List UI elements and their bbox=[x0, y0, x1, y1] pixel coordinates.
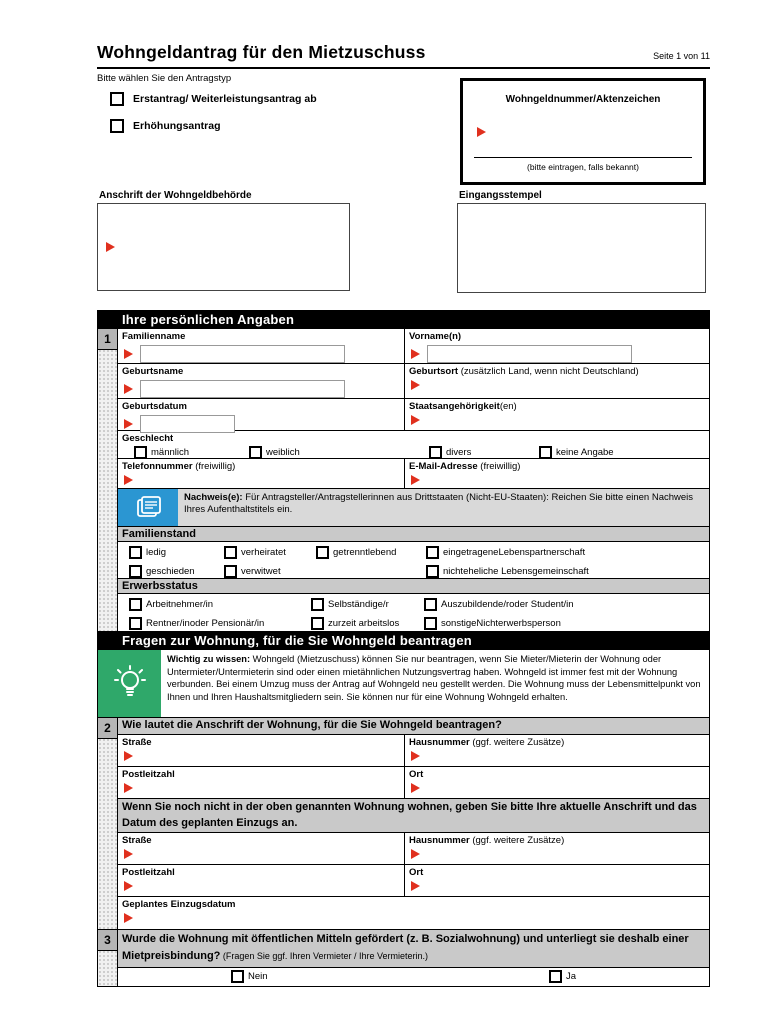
geburtsdatum-cell bbox=[118, 399, 405, 430]
section1-bar: Ihre persönlichen Angaben bbox=[98, 310, 709, 329]
option-erstantrag bbox=[110, 92, 317, 106]
option-selbstaendig bbox=[311, 598, 389, 611]
wohngeldnummer-input-line[interactable] bbox=[474, 157, 692, 158]
section1-number: 1 bbox=[98, 329, 117, 350]
page-title: Wohngeldantrag für den Mietzuschuss bbox=[97, 42, 426, 62]
geschlecht-option-divers bbox=[429, 446, 471, 459]
erwerbsstatus-header: Erwerbsstatus bbox=[118, 579, 709, 594]
section3-question bbox=[118, 930, 709, 968]
field-marker-icon bbox=[411, 349, 420, 359]
nein-checkbox[interactable] bbox=[231, 970, 244, 983]
geschlecht-option-maennlich bbox=[134, 446, 189, 459]
section1 bbox=[98, 329, 709, 631]
staatsangehoerigkeit-cell bbox=[405, 399, 709, 430]
field-marker-icon bbox=[106, 242, 115, 252]
section3 bbox=[98, 929, 709, 986]
field-marker-icon bbox=[411, 751, 420, 761]
field-marker-icon bbox=[124, 913, 133, 923]
hausnummer2-label: Hausnummer bbox=[409, 835, 470, 846]
weiblich-checkbox[interactable] bbox=[249, 446, 262, 459]
selbstaendig-label: Selbständige/r bbox=[328, 599, 389, 610]
keine-angabe-label: keine Angabe bbox=[556, 447, 614, 458]
getrenntlebend-checkbox[interactable] bbox=[316, 546, 329, 559]
field-marker-icon bbox=[124, 751, 133, 761]
weiblich-label: weiblich bbox=[266, 447, 300, 458]
ja-checkbox[interactable] bbox=[549, 970, 562, 983]
form-table bbox=[97, 310, 710, 987]
nichteheliche-label: nichteheliche Lebensgemeinschaft bbox=[443, 566, 589, 577]
option-verwitwet bbox=[224, 565, 281, 578]
geburtsname-label: Geburtsname bbox=[122, 366, 184, 377]
strasse2-cell bbox=[118, 833, 405, 864]
section3-question-text: Wurde die Wohnung mit öffentlichen Mitteln gefördert (z. B. Sozialwohnung) und unterliegt sie deshalb einer Mietpreisbindung? bbox=[122, 933, 689, 962]
field-marker-icon bbox=[124, 419, 133, 429]
vorname-cell bbox=[405, 329, 709, 363]
nachweis-label: Nachweis(e): bbox=[184, 492, 243, 503]
option-erhoehungsantrag bbox=[110, 119, 317, 133]
field-marker-icon bbox=[124, 783, 133, 793]
maennlich-label: männlich bbox=[151, 447, 190, 458]
verwitwet-label: verwitwet bbox=[241, 566, 281, 577]
lebenspartnerschaft-label: eingetrageneLebenspartnerschaft bbox=[443, 547, 586, 558]
divers-label: divers bbox=[446, 447, 472, 458]
plz-label: Postleitzahl bbox=[122, 769, 175, 780]
wichtig-label: Wichtig zu wissen: bbox=[167, 654, 251, 664]
antragstyp-caption: Bitte wählen Sie den Antragstyp bbox=[97, 73, 232, 84]
ledig-label: ledig bbox=[146, 547, 167, 558]
ort-label: Ort bbox=[409, 769, 424, 780]
auszubildende-checkbox[interactable] bbox=[424, 598, 437, 611]
geburtsort-label: Geburtsort bbox=[409, 366, 459, 377]
field-marker-icon bbox=[124, 881, 133, 891]
field-marker-icon bbox=[411, 415, 420, 425]
nein-label: Nein bbox=[248, 971, 268, 982]
geburtsdatum-label: Geburtsdatum bbox=[122, 401, 187, 412]
familienstand-header: Familienstand bbox=[118, 527, 709, 542]
option-nein bbox=[231, 970, 268, 983]
arbeitslos-checkbox[interactable] bbox=[311, 617, 324, 630]
section2-subheader: Wenn Sie noch nicht in der oben genannten Wohnung wohnen, geben Sie bitte Ihre aktuelle Anschrift und das Datum des geplanten Einzugs an. bbox=[118, 799, 709, 833]
ort2-cell bbox=[405, 865, 709, 896]
hausnummer2-hint: (ggf. weitere Zusätze) bbox=[469, 835, 565, 846]
option-verheiratet bbox=[224, 546, 286, 559]
rentner-checkbox[interactable] bbox=[129, 617, 142, 630]
field-marker-icon bbox=[124, 384, 133, 394]
telefon-hint: (freiwillig) bbox=[192, 461, 236, 472]
lightbulb-icon bbox=[98, 650, 161, 717]
geschieden-checkbox[interactable] bbox=[129, 565, 142, 578]
ledig-checkbox[interactable] bbox=[129, 546, 142, 559]
getrenntlebend-label: getrenntlebend bbox=[333, 547, 397, 558]
plz2-label: Postleitzahl bbox=[122, 867, 175, 878]
erstantrag-label: Erstantrag/ Weiterleistungsantrag ab bbox=[133, 93, 317, 105]
documents-icon bbox=[118, 489, 178, 526]
geburtsort-hint: (zusätzlich Land, wenn nicht Deutschland) bbox=[458, 366, 639, 377]
field-marker-icon bbox=[411, 380, 420, 390]
option-nichterwerbsperson bbox=[424, 617, 561, 630]
plz2-cell bbox=[118, 865, 405, 896]
section2-number: 2 bbox=[98, 718, 117, 739]
wichtig-note bbox=[98, 650, 709, 718]
verheiratet-checkbox[interactable] bbox=[224, 546, 237, 559]
section2 bbox=[98, 718, 709, 929]
einzugsdatum-label: Geplantes Einzugsdatum bbox=[122, 899, 236, 910]
option-ja bbox=[549, 970, 576, 983]
hausnummer-cell bbox=[405, 735, 709, 766]
vorname-label: Vorname(n) bbox=[409, 331, 462, 342]
plz-cell bbox=[118, 767, 405, 798]
telefon-cell bbox=[118, 459, 405, 488]
field-marker-icon bbox=[411, 475, 420, 485]
geburtsname-input[interactable] bbox=[140, 380, 345, 398]
geschlecht-option-weiblich bbox=[249, 446, 300, 459]
geschieden-label: geschieden bbox=[146, 566, 195, 577]
section2-number-column bbox=[98, 718, 118, 929]
einzugsdatum-cell bbox=[118, 897, 709, 929]
staatsangehoerigkeit-label: Staatsangehörigkeit bbox=[409, 401, 500, 412]
section1-number-column bbox=[98, 329, 118, 631]
wohngeldnummer-title: Wohngeldnummer/Aktenzeichen bbox=[505, 94, 661, 105]
familienname-label: Familienname bbox=[122, 331, 186, 342]
field-marker-icon bbox=[477, 127, 486, 137]
arbeitnehmer-label: Arbeitnehmer/in bbox=[146, 599, 214, 610]
email-label: E-Mail-Adresse bbox=[409, 461, 478, 472]
antragstyp-group bbox=[110, 92, 317, 146]
geburtsname-cell bbox=[118, 364, 405, 398]
erwerbsstatus-options bbox=[118, 594, 709, 631]
section2-question: Wie lautet die Anschrift der Wohnung, für die Sie Wohngeld beantragen? bbox=[118, 718, 709, 735]
behoerde-label: Anschrift der Wohngeldbehörde bbox=[99, 190, 252, 201]
nichteheliche-checkbox[interactable] bbox=[426, 565, 439, 578]
nichterwerbsperson-label: sonstigeNichterwerbsperson bbox=[441, 618, 561, 629]
option-auszubildende bbox=[424, 598, 574, 611]
staatsangehoerigkeit-hint: (en) bbox=[499, 401, 517, 412]
auszubildende-label: Auszubildende/roder Student/in bbox=[441, 599, 574, 610]
nichterwerbsperson-checkbox[interactable] bbox=[424, 617, 437, 630]
section3-question-hint: (Fragen Sie ggf. Ihren Vermieter / Ihre Vermieterin.) bbox=[220, 950, 428, 961]
nachweis-note bbox=[118, 489, 709, 527]
behoerde-input-box[interactable] bbox=[97, 203, 350, 291]
wichtig-text: Wohngeld (Mietzuschuss) können Sie nur beantragen, wenn Sie Mieter/Mieterin der Wohnung oder Untermieter/Untermieterin sind oder einen mietähnlichen Nutzungsvertrag haben. Wohngeld ist immer fest mit der Wohnung verbunden. Bei einem Umzug muss der Antrag auf Wohngeld neu gestellt werden. Die Wohnung muss der Lebensmittelpunkt von Ihnen und Ihren Haushaltsmitgliedern sein. Sie können nur für eine Wohnung Wohngeld erhalten. bbox=[167, 654, 701, 702]
arbeitnehmer-checkbox[interactable] bbox=[129, 598, 142, 611]
arbeitslos-label: zurzeit arbeitslos bbox=[328, 618, 400, 629]
page-indicator: Seite 1 von 11 bbox=[653, 51, 710, 61]
familienstand-options bbox=[118, 542, 709, 578]
field-marker-icon bbox=[124, 849, 133, 859]
email-cell bbox=[405, 459, 709, 488]
field-marker-icon bbox=[411, 881, 420, 891]
option-arbeitslos bbox=[311, 617, 399, 630]
geschlecht-cell bbox=[118, 431, 709, 458]
erhoehungsantrag-checkbox[interactable] bbox=[110, 119, 124, 133]
eingangsstempel-label: Eingangsstempel bbox=[459, 190, 542, 201]
option-ledig bbox=[129, 546, 166, 559]
option-arbeitnehmer bbox=[129, 598, 213, 611]
eingangsstempel-box bbox=[457, 203, 706, 293]
maennlich-checkbox[interactable] bbox=[134, 446, 147, 459]
erstantrag-checkbox[interactable] bbox=[110, 92, 124, 106]
ja-label: Ja bbox=[566, 971, 577, 982]
hausnummer-hint: (ggf. weitere Zusätze) bbox=[469, 737, 565, 748]
option-nichteheliche bbox=[426, 565, 589, 578]
telefon-label: Telefonnummer bbox=[122, 461, 193, 472]
field-marker-icon bbox=[411, 849, 420, 859]
field-marker-icon bbox=[411, 783, 420, 793]
selbstaendig-checkbox[interactable] bbox=[311, 598, 324, 611]
familienname-cell bbox=[118, 329, 405, 363]
hausnummer2-cell bbox=[405, 833, 709, 864]
option-geschieden bbox=[129, 565, 195, 578]
option-getrenntlebend bbox=[316, 546, 396, 559]
hausnummer-label: Hausnummer bbox=[409, 737, 470, 748]
strasse-label: Straße bbox=[122, 737, 152, 748]
section2-bar: Fragen zur Wohnung, für die Sie Wohngeld beantragen bbox=[98, 631, 709, 650]
lebenspartnerschaft-checkbox[interactable] bbox=[426, 546, 439, 559]
familienname-input[interactable] bbox=[140, 345, 345, 363]
section3-options bbox=[118, 968, 709, 986]
geburtsort-cell bbox=[405, 364, 709, 398]
verheiratet-label: verheiratet bbox=[241, 547, 286, 558]
geschlecht-option-keine-angabe bbox=[539, 446, 614, 459]
ort-cell bbox=[405, 767, 709, 798]
strasse2-label: Straße bbox=[122, 835, 152, 846]
wohngeldnummer-box bbox=[460, 78, 706, 185]
email-hint: (freiwillig) bbox=[477, 461, 521, 472]
section3-number: 3 bbox=[98, 930, 117, 951]
field-marker-icon bbox=[124, 349, 133, 359]
nachweis-text: Für Antragsteller/Antragstellerinnen aus Drittstaaten (Nicht-EU-Staaten): Reichen Sie bitte einen Nachweis Ihres Aufenthaltstitels ein. bbox=[184, 492, 694, 516]
verwitwet-checkbox[interactable] bbox=[224, 565, 237, 578]
option-lebenspartnerschaft bbox=[426, 546, 585, 559]
keine-angabe-checkbox[interactable] bbox=[539, 446, 552, 459]
geschlecht-label: Geschlecht bbox=[122, 433, 174, 444]
section3-number-column bbox=[98, 930, 118, 986]
wohngeldnummer-hint: (bitte eintragen, falls bekannt) bbox=[527, 162, 639, 172]
strasse-cell bbox=[118, 735, 405, 766]
rentner-label: Rentner/inoder Pensionär/in bbox=[146, 618, 265, 629]
erhoehungsantrag-label: Erhöhungsantrag bbox=[133, 120, 221, 132]
divers-checkbox[interactable] bbox=[429, 446, 442, 459]
field-marker-icon bbox=[124, 475, 133, 485]
option-rentner bbox=[129, 617, 264, 630]
ort2-label: Ort bbox=[409, 867, 424, 878]
vorname-input[interactable] bbox=[427, 345, 632, 363]
